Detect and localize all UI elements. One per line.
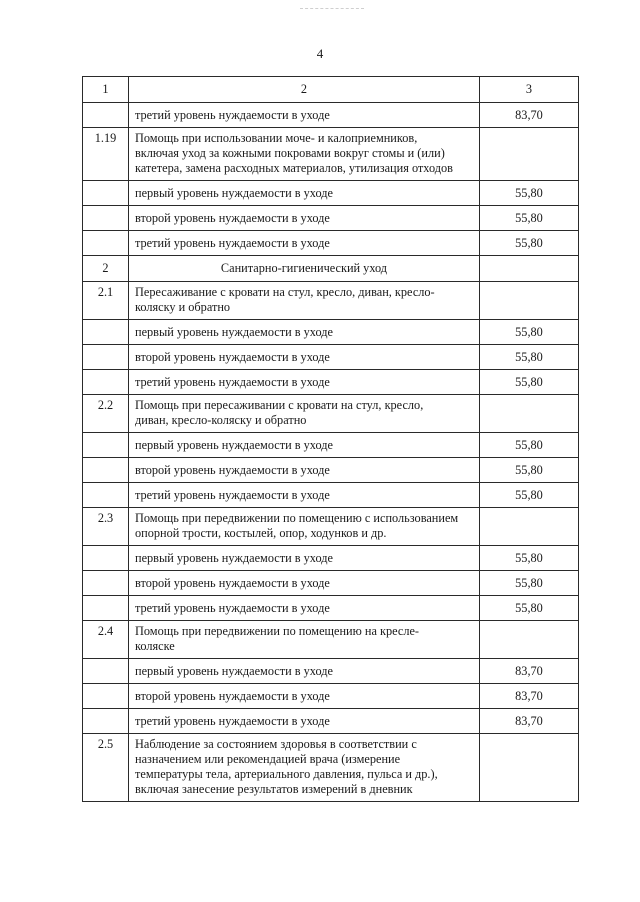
service-name-line: коляску и обратно <box>135 300 231 314</box>
price-cell: 55,80 <box>480 370 579 395</box>
table-row-item <box>83 734 579 802</box>
header-col-1: 1 <box>83 77 129 103</box>
page-number: 4 <box>316 46 324 61</box>
price-cell: 55,80 <box>480 483 579 508</box>
row-number-cell <box>83 433 129 458</box>
row-number-cell <box>83 709 129 734</box>
table-row-level <box>83 483 579 508</box>
row-number-cell <box>83 103 129 128</box>
price-cell <box>480 256 579 282</box>
row-number-cell: 2.4 <box>83 621 129 659</box>
price-cell: 55,80 <box>480 206 579 231</box>
row-number-cell <box>83 483 129 508</box>
care-level-cell: третий уровень нуждаемости в уходе <box>129 231 480 256</box>
table-header-row <box>83 77 579 103</box>
service-name-cell <box>129 734 480 802</box>
care-level-cell: третий уровень нуждаемости в уходе <box>129 596 480 621</box>
care-level-cell: первый уровень нуждаемости в уходе <box>129 546 480 571</box>
service-name-cell <box>129 508 480 546</box>
table-row-level <box>83 231 579 256</box>
row-number-cell <box>83 370 129 395</box>
price-cell: 55,80 <box>480 433 579 458</box>
header-col-3: 3 <box>480 77 579 103</box>
service-name-line: назначением или рекомендацией врача (измерение <box>135 752 401 766</box>
care-level-cell: третий уровень нуждаемости в уходе <box>129 483 480 508</box>
table-row-level <box>83 370 579 395</box>
table-row-level <box>83 659 579 684</box>
table-row-level <box>83 103 579 128</box>
table-body <box>83 77 579 802</box>
service-name-line: включая уход за кожными покровами вокруг стомы и (или) <box>135 146 445 160</box>
price-cell: 83,70 <box>480 103 579 128</box>
price-cell: 55,80 <box>480 181 579 206</box>
header-col-2: 2 <box>129 77 480 103</box>
row-number-cell <box>83 345 129 370</box>
care-level-cell: второй уровень нуждаемости в уходе <box>129 684 480 709</box>
row-number-cell <box>83 231 129 256</box>
care-level-cell: третий уровень нуждаемости в уходе <box>129 370 480 395</box>
service-name-cell <box>129 621 480 659</box>
table-row-level <box>83 206 579 231</box>
care-level-cell: третий уровень нуждаемости в уходе <box>129 709 480 734</box>
row-number-cell: 1.19 <box>83 128 129 181</box>
services-table <box>82 76 579 802</box>
care-level-cell: третий уровень нуждаемости в уходе <box>129 103 480 128</box>
table-row-level <box>83 546 579 571</box>
service-name-line: включая занесение результатов измерений в дневник <box>135 782 413 796</box>
service-name-line: Помощь при передвижении по помещению с использованием <box>135 511 459 525</box>
row-number-cell <box>83 659 129 684</box>
care-level-cell: первый уровень нуждаемости в уходе <box>129 320 480 345</box>
service-name-cell <box>129 282 480 320</box>
service-name-line: катетера, замена расходных материалов, утилизация отходов <box>135 161 453 175</box>
row-number-cell <box>83 320 129 345</box>
service-name-line: Помощь при пересаживании с кровати на стул, кресло, <box>135 398 424 412</box>
care-level-cell: второй уровень нуждаемости в уходе <box>129 206 480 231</box>
row-number-cell <box>83 206 129 231</box>
row-number-cell <box>83 571 129 596</box>
price-cell: 55,80 <box>480 231 579 256</box>
price-cell: 55,80 <box>480 345 579 370</box>
service-name-line: Помощь при использовании моче- и калоприемников, <box>135 131 418 145</box>
table-row-item <box>83 395 579 433</box>
price-cell <box>480 621 579 659</box>
table-row-level <box>83 571 579 596</box>
service-name-line: температуры тела, артериального давления, пульса и др.), <box>135 767 438 781</box>
table-row-item <box>83 282 579 320</box>
price-cell: 83,70 <box>480 709 579 734</box>
table-row-level <box>83 181 579 206</box>
table-row-level <box>83 596 579 621</box>
table-row-level <box>83 684 579 709</box>
row-number-cell <box>83 596 129 621</box>
price-cell: 83,70 <box>480 684 579 709</box>
row-number-cell: 2.3 <box>83 508 129 546</box>
price-cell: 55,80 <box>480 571 579 596</box>
price-cell <box>480 128 579 181</box>
top-scan-mark <box>300 8 364 9</box>
price-cell: 55,80 <box>480 546 579 571</box>
price-cell <box>480 734 579 802</box>
care-level-cell: второй уровень нуждаемости в уходе <box>129 345 480 370</box>
table-row-item <box>83 508 579 546</box>
price-cell: 55,80 <box>480 320 579 345</box>
service-name-line: Помощь при передвижении по помещению на кресле- <box>135 624 420 638</box>
price-cell: 55,80 <box>480 458 579 483</box>
care-level-cell: второй уровень нуждаемости в уходе <box>129 571 480 596</box>
table-row-item <box>83 621 579 659</box>
row-number-cell <box>83 684 129 709</box>
table-row-item <box>83 128 579 181</box>
table-row-level <box>83 433 579 458</box>
price-cell: 83,70 <box>480 659 579 684</box>
care-level-cell: первый уровень нуждаемости в уходе <box>129 181 480 206</box>
service-name-line: Наблюдение за состоянием здоровья в соответствии с <box>135 737 417 751</box>
price-cell <box>480 395 579 433</box>
table-row-level <box>83 458 579 483</box>
row-number-cell <box>83 546 129 571</box>
row-number-cell: 2.5 <box>83 734 129 802</box>
row-number-cell: 2 <box>83 256 129 282</box>
care-level-cell: первый уровень нуждаемости в уходе <box>129 433 480 458</box>
service-name-line: Пересаживание с кровати на стул, кресло, диван, кресло- <box>135 285 435 299</box>
service-name-cell <box>129 128 480 181</box>
table-row-level <box>83 345 579 370</box>
price-cell: 55,80 <box>480 596 579 621</box>
row-number-cell <box>83 458 129 483</box>
care-level-cell: второй уровень нуждаемости в уходе <box>129 458 480 483</box>
table-row-section <box>83 256 579 282</box>
row-number-cell <box>83 181 129 206</box>
price-cell <box>480 508 579 546</box>
price-cell <box>480 282 579 320</box>
row-number-cell: 2.1 <box>83 282 129 320</box>
service-name-line: диван, кресло-коляску и обратно <box>135 413 307 427</box>
table-row-level <box>83 709 579 734</box>
service-name-line: опорной трости, костылей, опор, ходунков и др. <box>135 526 387 540</box>
section-title-cell: Санитарно-гигиенический уход <box>129 256 480 282</box>
table-row-level <box>83 320 579 345</box>
care-level-cell: первый уровень нуждаемости в уходе <box>129 659 480 684</box>
service-name-line: коляске <box>135 639 175 653</box>
service-name-cell <box>129 395 480 433</box>
row-number-cell: 2.2 <box>83 395 129 433</box>
